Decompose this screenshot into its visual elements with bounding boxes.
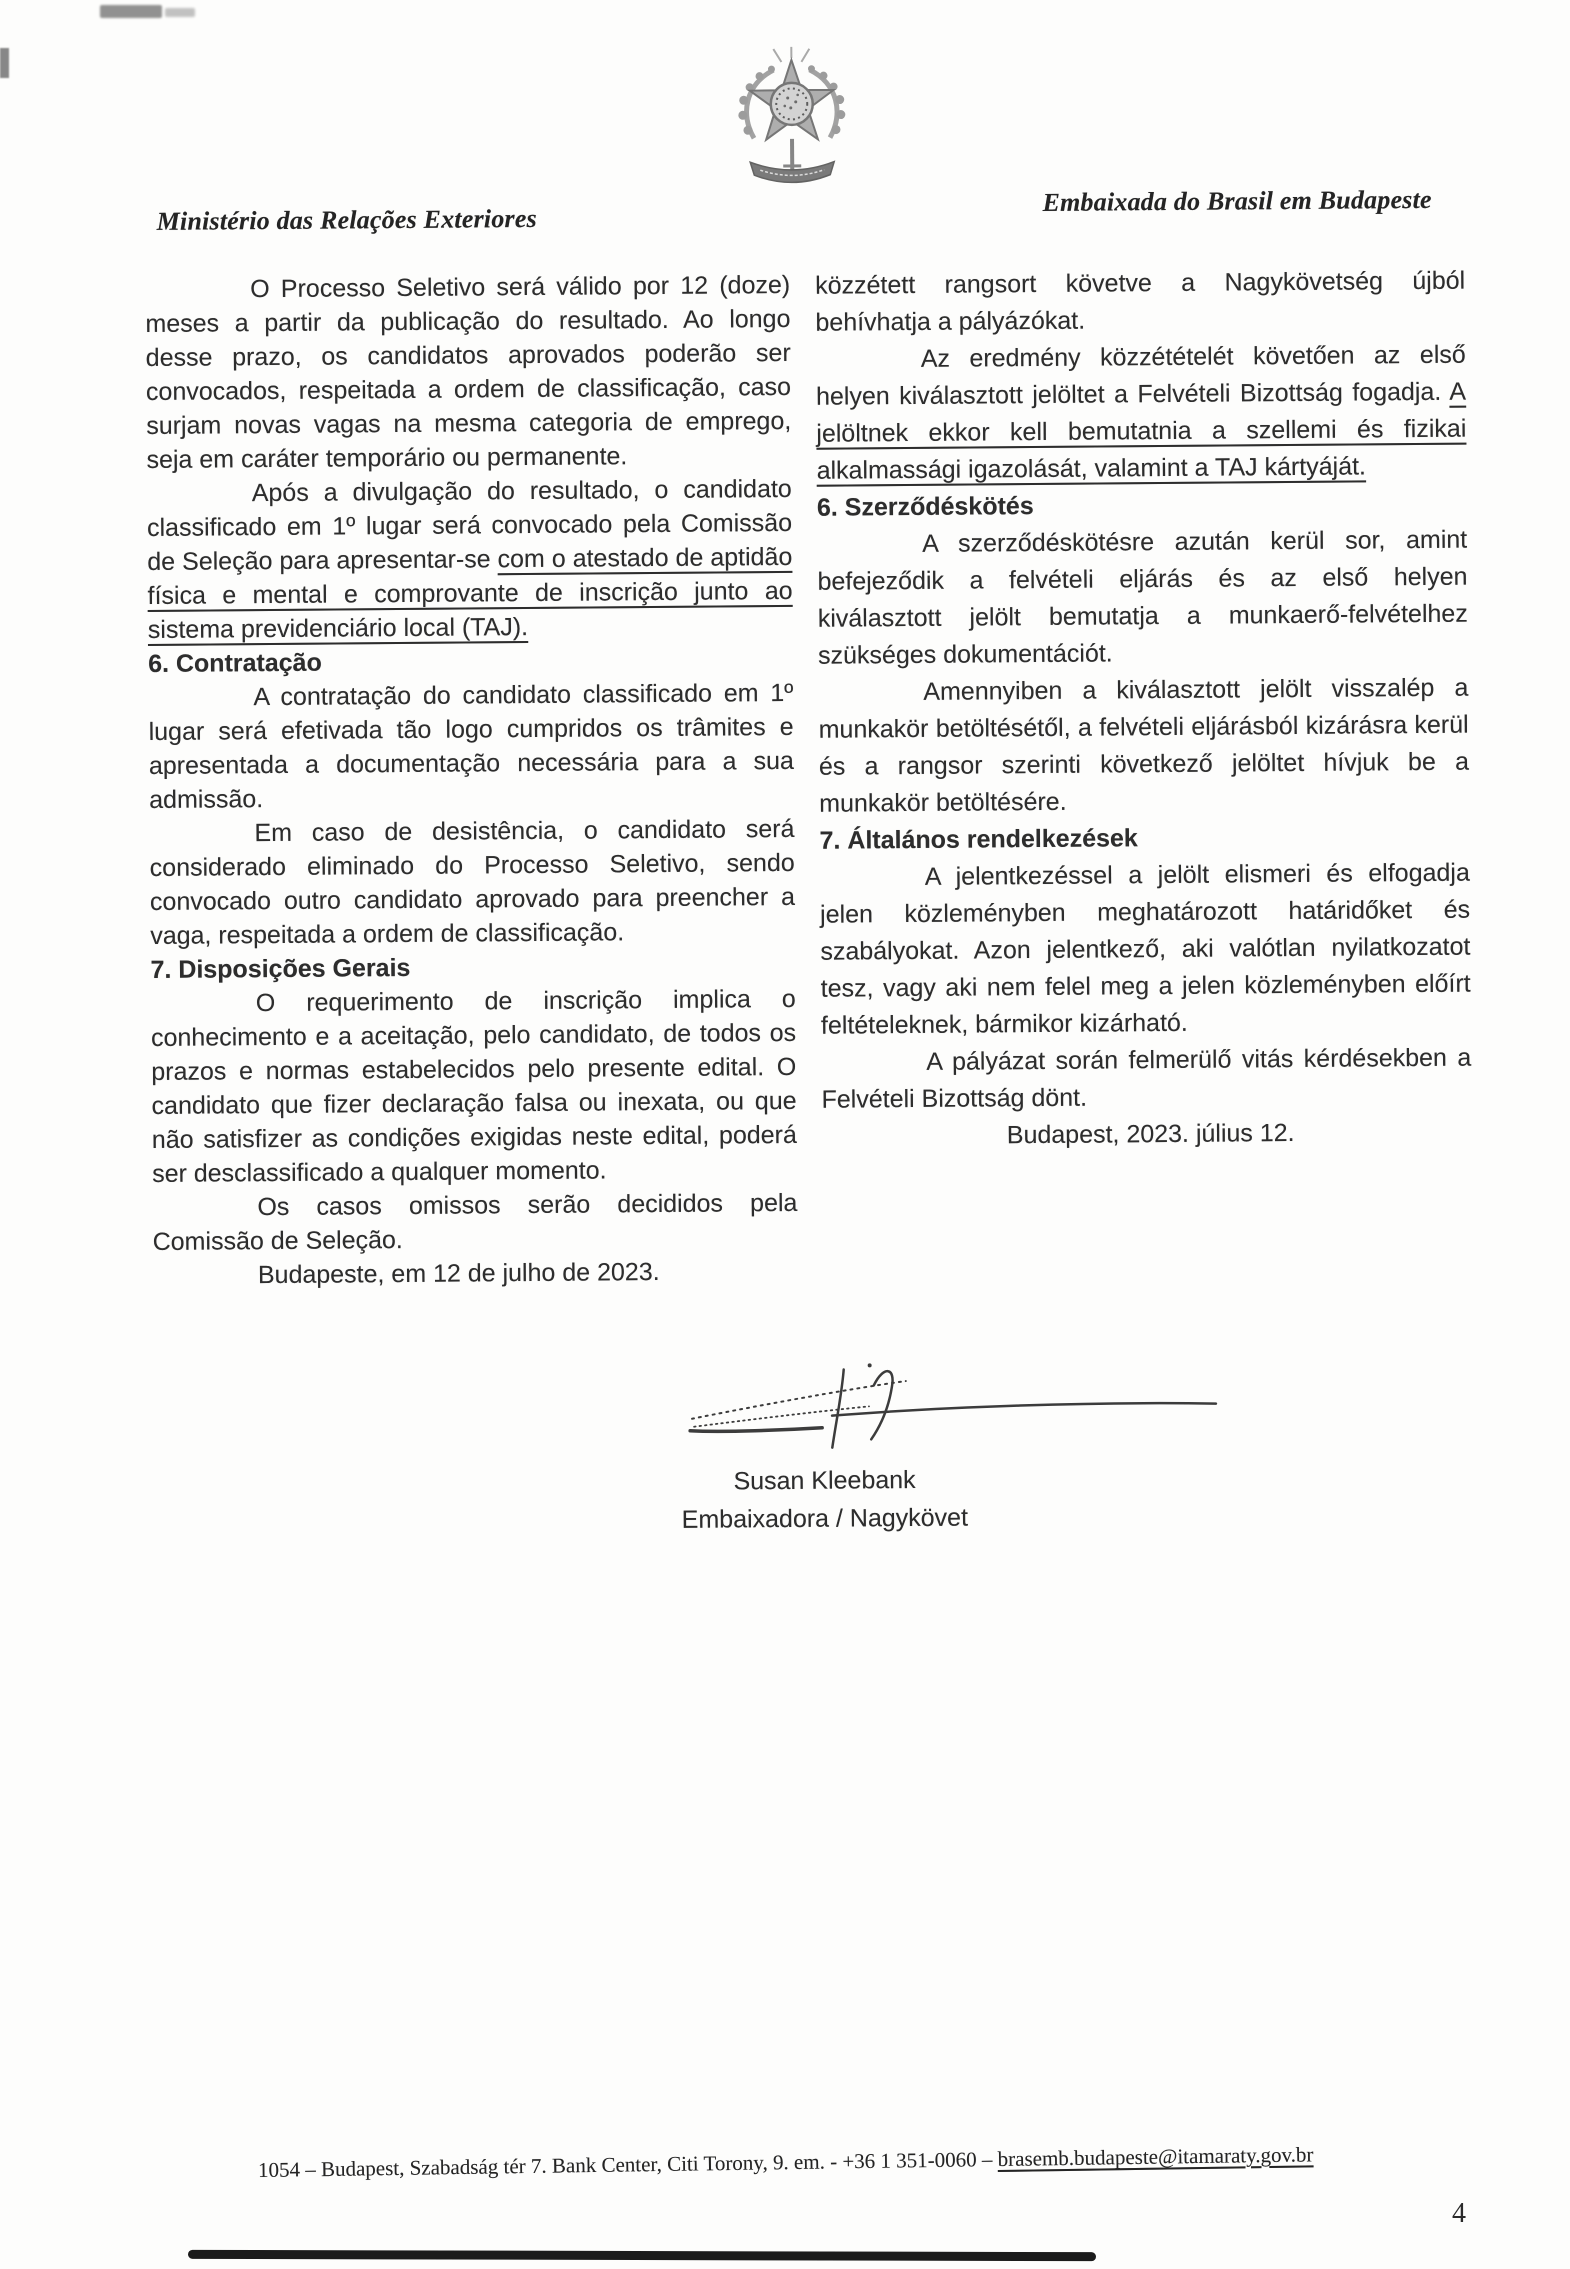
- signatory-name: Susan Kleebank: [733, 1465, 916, 1496]
- footer-email: brasemb.budapeste@itamaraty.gov.br: [997, 2142, 1314, 2172]
- paragraph-result-hu-text: Az eredmény közzétételét követően az első helyen kiválasztott jelöltet a Felvételi Bizottság fogadja.: [815, 340, 1466, 411]
- section-7-paragraph-1-hu: A jelentkezéssel a jelölt elismeri és elfogadja jelen közleményben meghatározott határidőket és szabályokat. Azon jelentkező, aki valótlan nyilatkozatot tesz, vagy aki nem felel meg a jelen közleményben előírt feltételeknek, bármikor kizárható.: [820, 858, 1471, 1040]
- section-7-paragraph-2-pt: Os casos omissos serão decididos pela Comissão de Seleção.: [152, 1188, 798, 1256]
- paragraph-convocation-pt: [147, 472, 793, 647]
- dateline-pt: Budapeste, em 12 de julho de 2023.: [257, 1257, 660, 1290]
- paragraph-validity-pt: O Processo Seletivo será válido por 12 (doze) meses a partir da publicação do resultado. Ao longo desse prazo, os candidatos aprovados poderão ser convocados, respeitada a ordem de classificação, caso surjam novas vagas na mesma categoria de emprego, seja em caráter temporário ou permanente.: [145, 270, 792, 475]
- ministry-name: Ministério das Relações Exteriores: [156, 203, 537, 236]
- page-number: 4: [1452, 2198, 1466, 2229]
- section-7-paragraph-1-pt: O requerimento de inscrição implica o conhecimento e a aceitação, pelo candidato, de todos os prazos e normas estabelecidos pelo presente edital. O candidato que fizer declaração falsa ou inexata, ou que não satisfizer as condições exigidas neste edital, poderá ser desclassificado a qualquer momento.: [150, 984, 797, 1188]
- embassy-name: Embaixada do Brasil em Budapeste: [1042, 184, 1432, 217]
- paragraph-result-hu: [816, 337, 1467, 490]
- paragraph-convocation-pt-text: Após a divulgação do resultado, o candidato classificado em 1º lugar será convocado pela Comissão de Seleção para apresentar-se: [146, 474, 793, 576]
- section-7-heading-hu: 7. Általános rendelkezések: [819, 824, 1138, 855]
- paragraph-ranking-hu: közzétett rangsort követve a Nagykövetség újból behívhatja a pályázókat.: [815, 266, 1466, 337]
- signatory-title: Embaixadora / Nagykövet: [681, 1503, 969, 1534]
- section-6-heading-pt: 6. Contratação: [148, 648, 322, 678]
- signature-block: [604, 1460, 1045, 1539]
- section-6-heading-hu: 6. Szerződéskötés: [816, 492, 1034, 522]
- section-7-paragraph-2-hu: A pályázat során felmerülő vitás kérdésekben a Felvételi Bizottság dönt.: [821, 1043, 1472, 1114]
- section-6-paragraph-1-pt: A contratação do candidato classificado em 1º lugar será efetivada tão logo cumpridos os trâmites e apresentada a documentação necessária para a sua admissão.: [148, 678, 795, 814]
- section-6-paragraph-2-hu: Amennyiben a kiválasztott jelölt visszalép a munkakör betöltésétől, a felvételi eljárásból kizárásra kerül és a rangsor szerinti következő jelöltet hívjuk be a munkakör betöltésére.: [818, 673, 1470, 818]
- section-6-paragraph-2-pt: Em caso de desistência, o candidato será considerado eliminado do Processo Seletivo, sendo convocado outro candidato aprovado para preencher a vaga, respeitada a ordem de classificação.: [149, 814, 796, 950]
- portuguese-column: [145, 268, 798, 1293]
- section-7-heading-pt: 7. Disposições Gerais: [150, 953, 411, 984]
- footer-address-text: 1054 – Budapest, Szabadság tér 7. Bank Center, Citi Torony, 9. em. - +36 1 351-0060 –: [257, 2147, 998, 2182]
- section-6-paragraph-1-hu: A szerződéskötésre azután kerül sor, amint befejeződik a felvételi eljárás és az első helyen kiválasztott jelölt bemutatja a munkaerő-felvételhez szükséges dokumentációt.: [817, 525, 1468, 670]
- hungarian-column: [815, 263, 1472, 1156]
- brazil-coat-of-arms-icon: [721, 41, 862, 202]
- dateline-hu: Budapest, 2023. július 12.: [1006, 1119, 1295, 1150]
- handwritten-signature: [664, 1357, 1225, 1456]
- paragraph-convocation-pt-underlined: com o atestado de aptidão física e mental e comprovante de inscrição junto ao sistema previdenciário local (TAJ).: [147, 542, 793, 644]
- paragraph-result-hu-underlined: A jelöltnek ekkor kell bemutatnia a szellemi és fizikai alkalmassági igazolását, valamint a TAJ kártyáját.: [816, 377, 1467, 485]
